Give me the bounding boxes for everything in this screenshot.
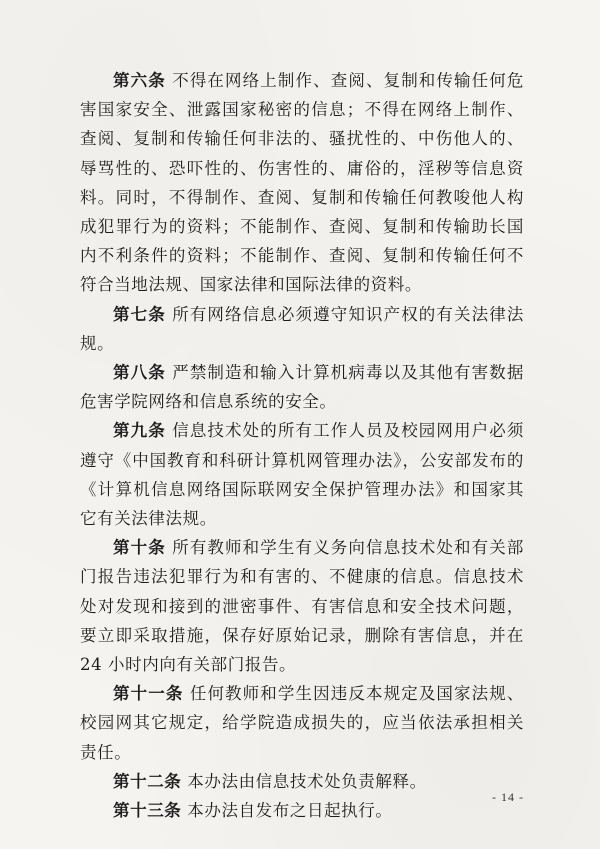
- article-text: 所有网络信息必须遵守知识产权的有关法律法规。: [80, 304, 524, 353]
- article-label: 第十三条: [113, 801, 182, 821]
- article-label: 第十一条: [113, 684, 184, 704]
- article-text: 严禁制造和输入计算机病毒以及其他有害数据危害学院网络和信息系统的安全。: [80, 363, 524, 412]
- article-12: [80, 767, 524, 796]
- article-text: 信息技术处的所有工作人员及校园网用户必须遵守《中国教育和科研计算机网管理办法》，公安部发布的《计算机信息网络国际联网安全保护管理办法》和国家其它有关法律法规。: [80, 421, 524, 529]
- article-text: 本办法自发布之日起执行。: [187, 801, 393, 821]
- article-label: 第十条: [113, 538, 166, 558]
- article-text: 所有教师和学生有义务向信息技术处和有关部门报告违法犯罪行为和有害的、不健康的信息。信息技术处对发现和接到的泄密事件、有害信息和安全技术问题，要立即采取措施，保存好原始记录，删除有害信息，并在 24 小时内向有关部门报告。: [80, 538, 524, 675]
- article-text: 任何教师和学生因违反本规定及国家法规、校园网其它规定，给学院造成损失的，应当依法承担相关责任。: [80, 684, 524, 762]
- article-13: [80, 796, 524, 825]
- article-label: 第六条: [113, 71, 166, 90]
- article-label: 第八条: [113, 363, 166, 383]
- article-8: [80, 358, 524, 416]
- article-label: 第七条: [113, 304, 166, 324]
- article-text: 本办法由信息技术处负责解释。: [187, 771, 427, 791]
- document-body: [80, 66, 524, 825]
- article-11: [80, 679, 524, 767]
- article-10: [80, 533, 524, 679]
- article-7: [80, 300, 524, 358]
- article-9: [80, 416, 524, 533]
- article-6: [80, 66, 524, 300]
- article-label: 第十二条: [113, 771, 182, 791]
- article-label: 第九条: [113, 421, 166, 441]
- page-number: - 14 -: [492, 790, 524, 804]
- article-text: 不得在网络上制作、查阅、复制和传输任何危害国家安全、泄露国家秘密的信息；不得在网络上制作、查阅、复制和传输任何非法的、骚扰性的、中伤他人的、辱骂性的、恐吓性的、伤害性的、庸俗的，淫秽等信息资料。同时，不得制作、查阅、复制和传输任何教唆他人构成犯罪行为的资料；不能制作、查阅、复制和传输助长国内不利条件的资料；不能制作、查阅、复制和传输任何不符合当地法规、国家法律和国际法律的资料。: [80, 71, 524, 295]
